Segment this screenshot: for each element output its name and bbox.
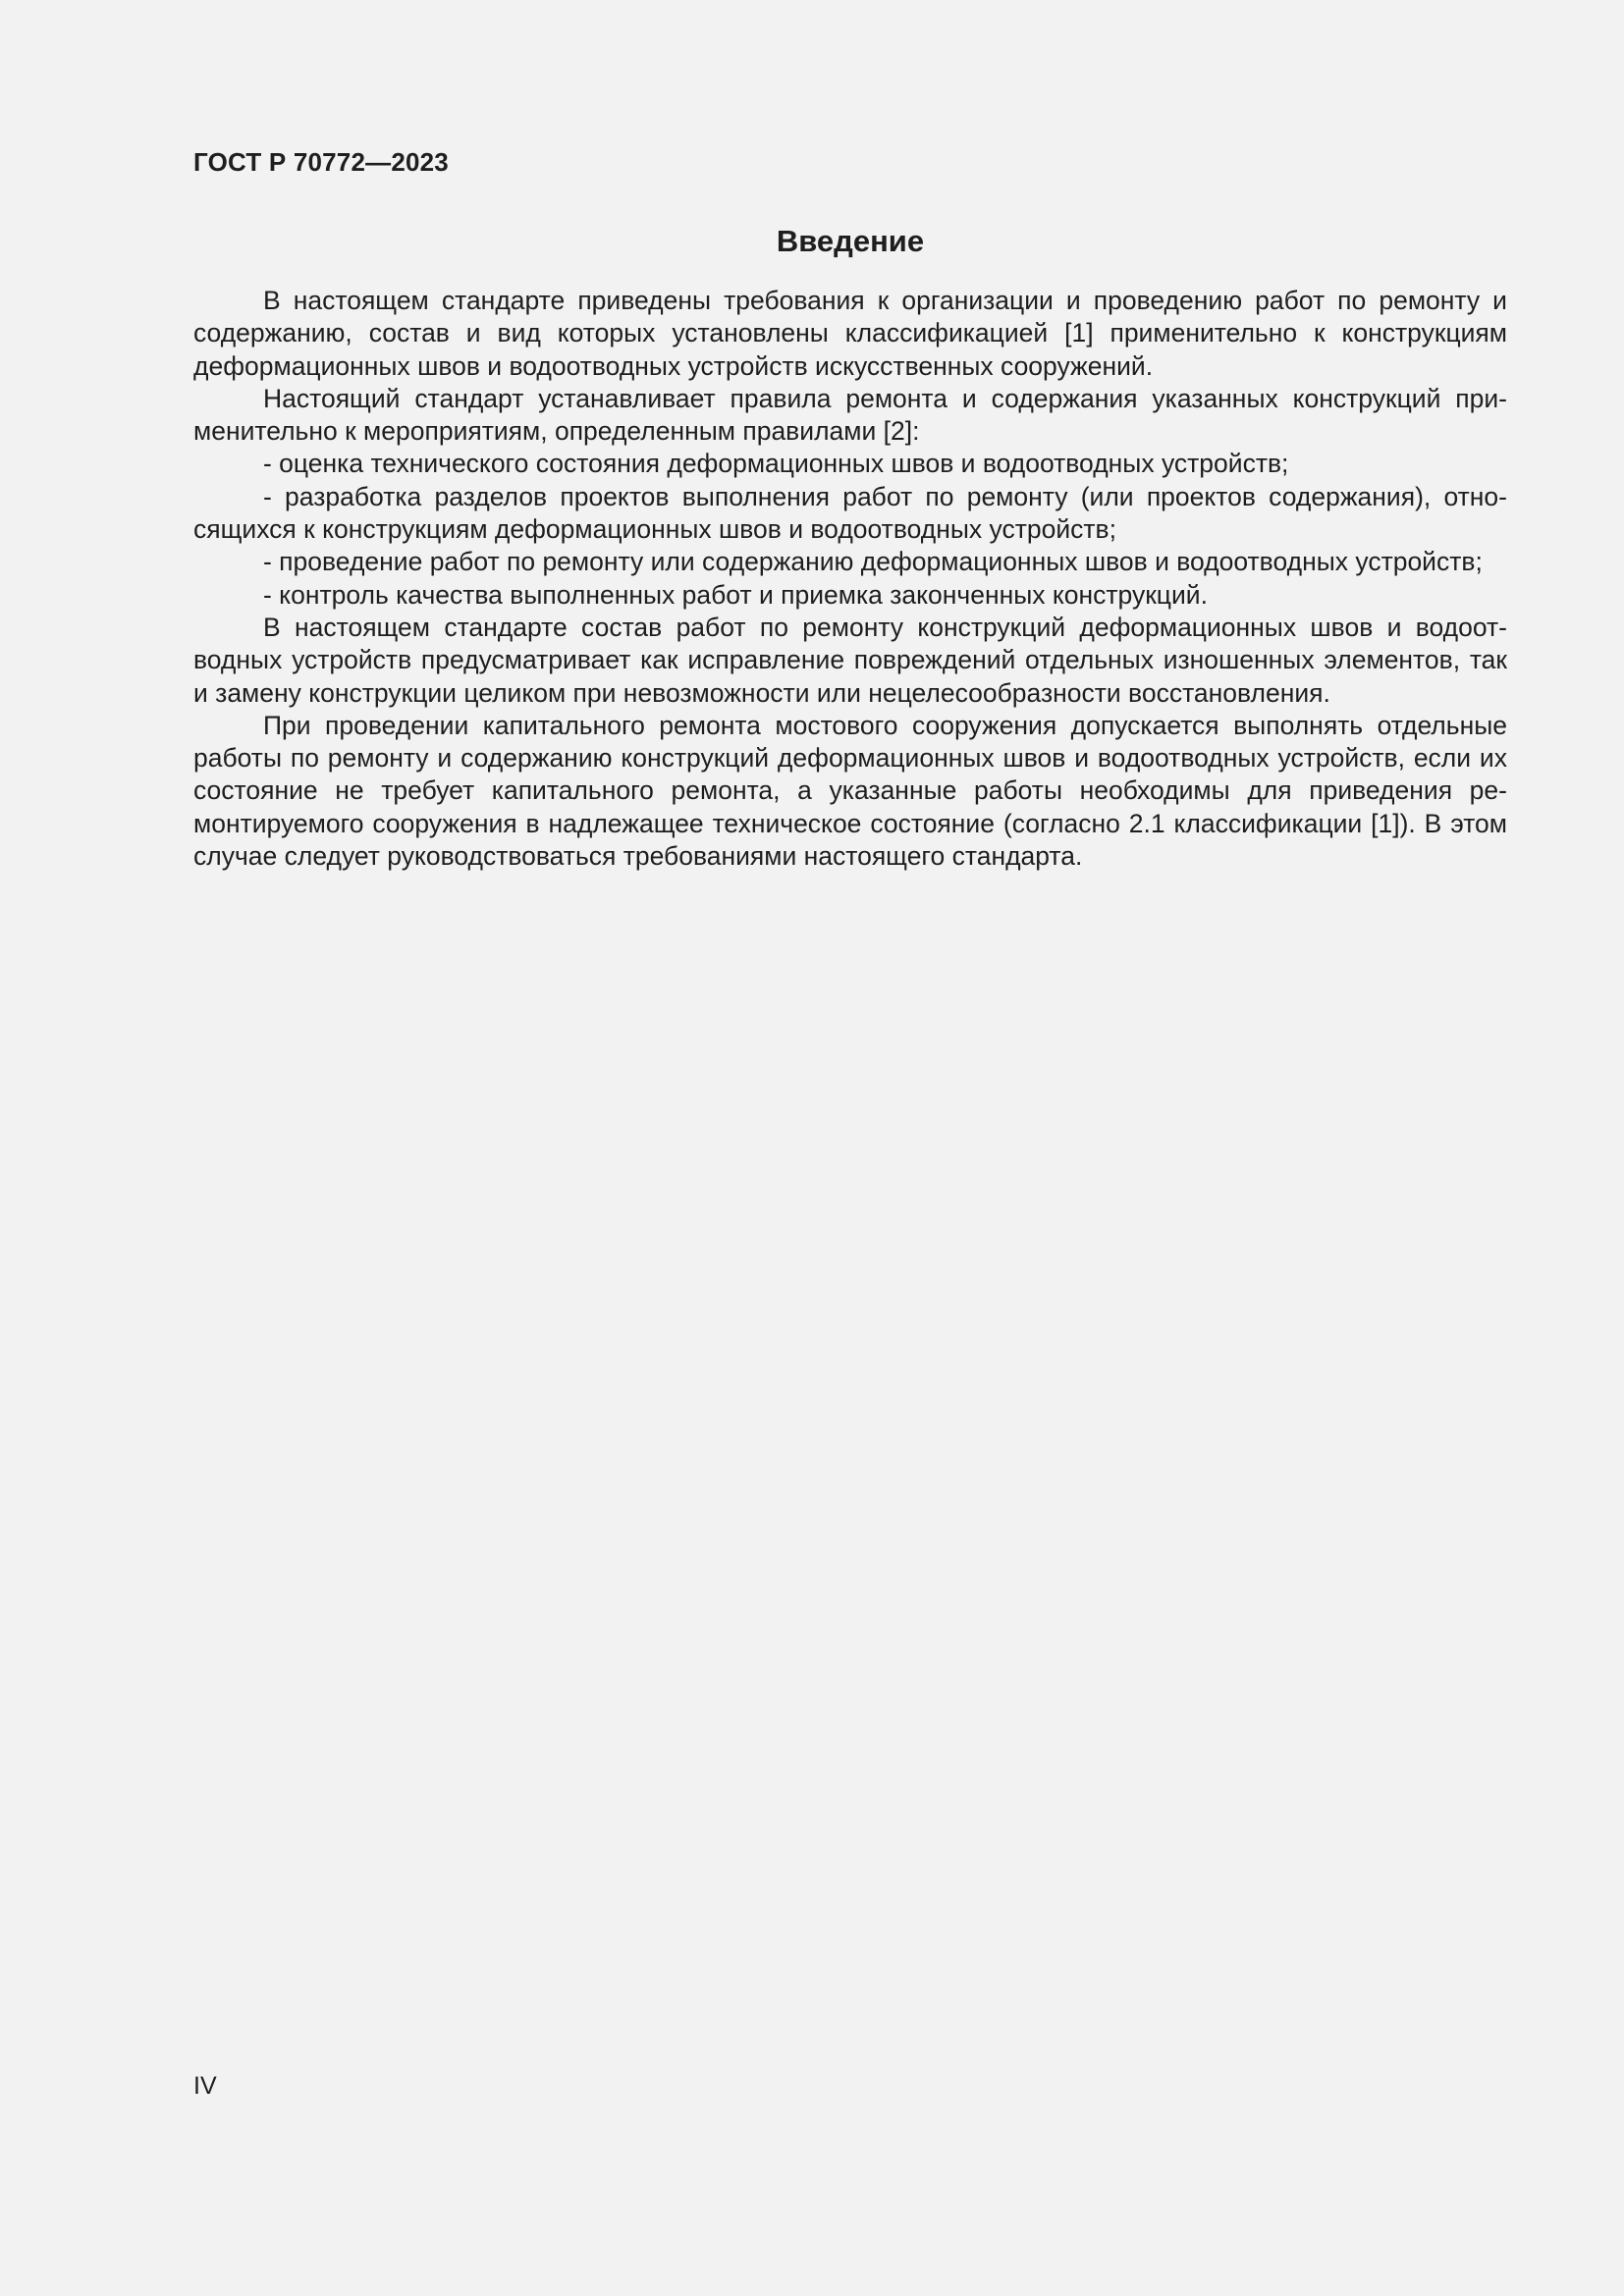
- page-number: IV: [193, 2072, 217, 2100]
- paragraph-composition: В настоящем стандарте состав работ по ремонту конструкций деформационных швов и водоотводных устройств предусматривает как исправление повреждений отдельных изношенных элементов, так и замену конструкции целиком при невозможности или нецелесообразности восстановления.: [193, 612, 1507, 708]
- paragraph-capital-repair: При проведении капитального ремонта мостового сооружения допускается выполнять отдельные работы по ремонту и содержанию конструкций деформационных швов и водоотводных устройств, если их состояние не требует капитального ремонта, а указанные работы необходимы для приведения ремонтируемого сооружения в надлежащее техническое состояние (согласно 2.1 классификации [1]). В этом случае следует руководствоваться требованиями настоящего стандарта.: [193, 710, 1507, 872]
- list-item-assessment: - оценка технического состояния деформационных швов и водоотводных устройств;: [263, 449, 1289, 479]
- list-item-works: - проведение работ по ремонту или содержанию деформационных швов и водоотводных устройств;: [263, 547, 1483, 577]
- list-item-quality-control: - контроль качества выполненных работ и приемка законченных конструкций.: [263, 579, 1208, 610]
- paragraph-intro: В настоящем стандарте приведены требования к организации и проведению работ по ремонту и содержанию, состав и вид которых установлены классификацией [1] применительно к конструкциям деформационных швов и водоотводных устройств искусственных сооружений.: [193, 286, 1507, 381]
- section-title: Введение: [776, 224, 925, 258]
- list-item-design: - разработка разделов проектов выполнения работ по ремонту (или проектов содержания), относящихся к конструкциям деформационных швов и водоотводных устройств;: [193, 481, 1507, 545]
- paragraph-scope: Настоящий стандарт устанавливает правила ремонта и содержания указанных конструкций применительно к мероприятиям, определенным правилами [2]:: [193, 383, 1507, 447]
- body-text: [193, 285, 1507, 873]
- document-code: ГОСТ Р 70772—2023: [193, 147, 449, 177]
